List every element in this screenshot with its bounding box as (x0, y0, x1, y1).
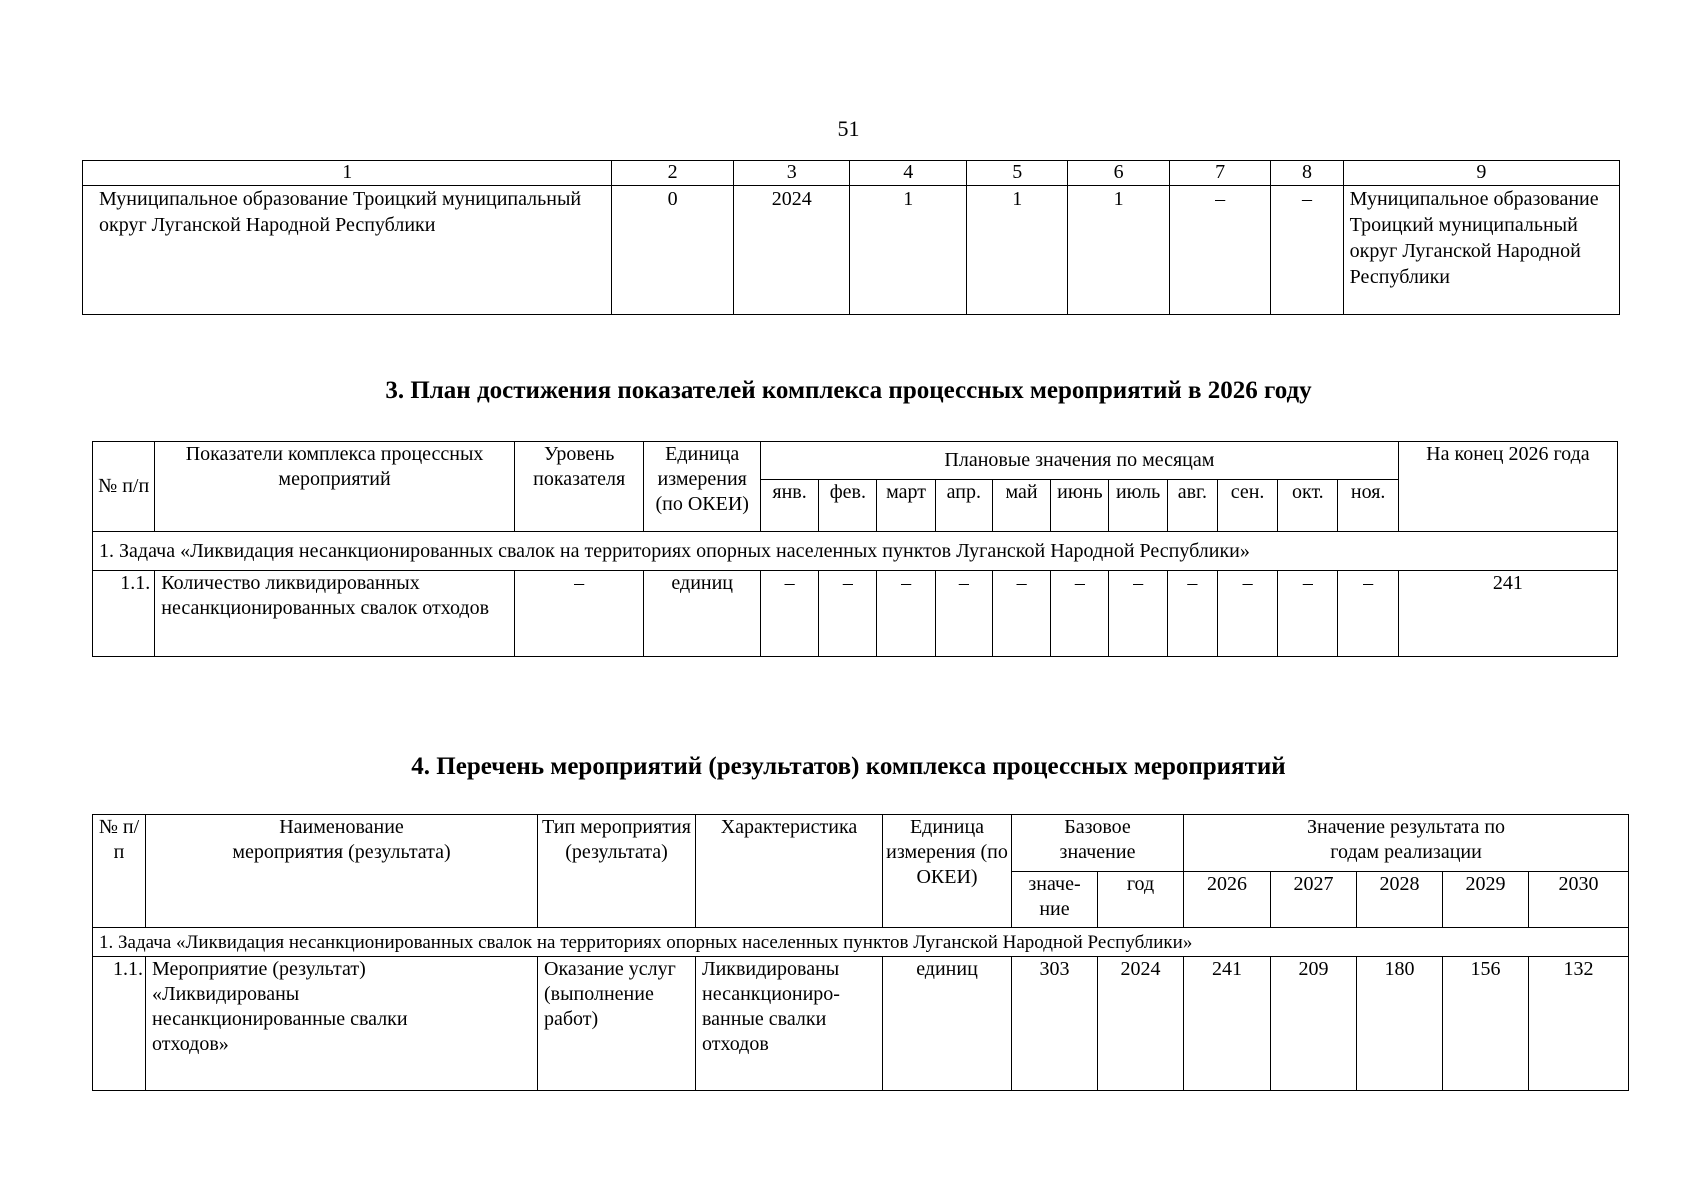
number-header: № п/п (93, 815, 146, 928)
indicator-name-header: Показатели комплекса процессных мероприятий (155, 442, 515, 532)
table-cell: 2024 (733, 186, 850, 315)
indicator-unit: единиц (644, 571, 761, 657)
column-number: 3 (733, 161, 850, 186)
base-year-subheader: год (1098, 872, 1184, 928)
table-row (83, 186, 1620, 315)
municipality-cell: Муниципальное образование Троицкий муниципальный округ Луганской Народной Республики (83, 186, 612, 315)
section-3-title: 3. План достижения показателей комплекса процессных мероприятий в 2026 году (385, 377, 1312, 404)
table-header-row (93, 442, 1618, 480)
level-header: Уровень показателя (514, 442, 644, 532)
month-header: окт. (1278, 480, 1338, 532)
table-cell: 0 (612, 186, 734, 315)
activity-name-header: Наименование мероприятия (результата) (146, 815, 538, 928)
month-header: янв. (760, 480, 818, 532)
unit-header: Единица измерения (по ОКЕИ) (644, 442, 761, 532)
month-value: – (935, 571, 992, 657)
year-value: 132 (1529, 957, 1629, 1091)
month-header: авг. (1167, 480, 1217, 532)
month-value: – (1051, 571, 1109, 657)
month-header: июль (1109, 480, 1167, 532)
number-header: № п/п (93, 442, 155, 532)
activity-unit: единиц (883, 957, 1012, 1091)
result-values-header: Значение результата по годам реализации (1184, 815, 1629, 872)
year-value: 241 (1184, 957, 1271, 1091)
month-header: апр. (935, 480, 992, 532)
column-number: 1 (83, 161, 612, 186)
year-header: 2028 (1357, 872, 1443, 928)
row-number: 1.1. (93, 957, 146, 1091)
month-value: – (1338, 571, 1398, 657)
base-year: 2024 (1098, 957, 1184, 1091)
month-value: – (1109, 571, 1167, 657)
responsible-cell: Муниципальное образование Троицкий муниципальный округ Луганской Народной Республики (1343, 186, 1619, 315)
continuation-table (82, 160, 1620, 315)
task-text: 1. Задача «Ликвидация несанкционированных свалок на территориях опорных населенных пунктов Луганской Народной Республики» (93, 532, 1618, 571)
year-header: 2029 (1443, 872, 1529, 928)
month-header: фев. (819, 480, 877, 532)
year-header: 2026 (1184, 872, 1271, 928)
base-value: 303 (1012, 957, 1098, 1091)
month-value: – (992, 571, 1050, 657)
plan-table (92, 441, 1618, 657)
year-header: 2027 (1271, 872, 1357, 928)
table-row (93, 957, 1629, 1091)
table-row (93, 571, 1618, 657)
table-cell: 1 (966, 186, 1067, 315)
plan-values-header: Плановые значения по месяцам (760, 442, 1398, 480)
table-cell: – (1169, 186, 1270, 315)
year-value: 180 (1357, 957, 1443, 1091)
activities-table (92, 814, 1629, 1091)
column-number: 6 (1068, 161, 1169, 186)
indicator-level: – (514, 571, 644, 657)
column-number: 2 (612, 161, 734, 186)
column-number: 5 (966, 161, 1067, 186)
month-value: – (1278, 571, 1338, 657)
year-value: 156 (1443, 957, 1529, 1091)
column-number: 8 (1271, 161, 1343, 186)
table-cell: 1 (850, 186, 967, 315)
table-cell: 1 (1068, 186, 1169, 315)
table-header-row (93, 815, 1629, 872)
page-number: 51 (837, 116, 860, 141)
year-value: 209 (1271, 957, 1357, 1091)
end-of-year-header: На конец 2026 года (1398, 442, 1617, 532)
activity-type: Оказание услуг (выполнение работ) (538, 957, 696, 1091)
task-row (93, 532, 1618, 571)
characteristic-header: Характеристика (696, 815, 883, 928)
unit-header: Единица измерения (по ОКЕИ) (883, 815, 1012, 928)
task-text: 1. Задача «Ликвидация несанкционированных свалок на территориях опорных населенных пунктов Луганской Народной Республики» (93, 928, 1629, 957)
type-header: Тип мероприятия (результата) (538, 815, 696, 928)
year-header: 2030 (1529, 872, 1629, 928)
column-number: 7 (1169, 161, 1270, 186)
column-number: 9 (1343, 161, 1619, 186)
month-value: – (819, 571, 877, 657)
base-value-header: Базовое значение (1012, 815, 1184, 872)
month-header: июнь (1051, 480, 1109, 532)
task-row (93, 928, 1629, 957)
base-value-subheader: значе-ние (1012, 872, 1098, 928)
month-header: сен. (1217, 480, 1277, 532)
month-header: март (877, 480, 935, 532)
month-value: – (1167, 571, 1217, 657)
activity-name: Мероприятие (результат) «Ликвидированы несанкционированные свалки отходов» (146, 957, 538, 1091)
indicator-name: Количество ликвидированных несанкционированных свалок отходов (155, 571, 515, 657)
row-number: 1.1. (93, 571, 155, 657)
month-header: ноя. (1338, 480, 1398, 532)
month-value: – (760, 571, 818, 657)
month-value: – (1217, 571, 1277, 657)
table-header-row (83, 161, 1620, 186)
month-header: май (992, 480, 1050, 532)
column-number: 4 (850, 161, 967, 186)
section-4-title: 4. Перечень мероприятий (результатов) комплекса процессных мероприятий (411, 753, 1286, 780)
end-of-year-value: 241 (1398, 571, 1617, 657)
month-value: – (877, 571, 935, 657)
activity-characteristic: Ликвидированы несанкциониро-ванные свалки отходов (696, 957, 883, 1091)
table-cell: – (1271, 186, 1343, 315)
